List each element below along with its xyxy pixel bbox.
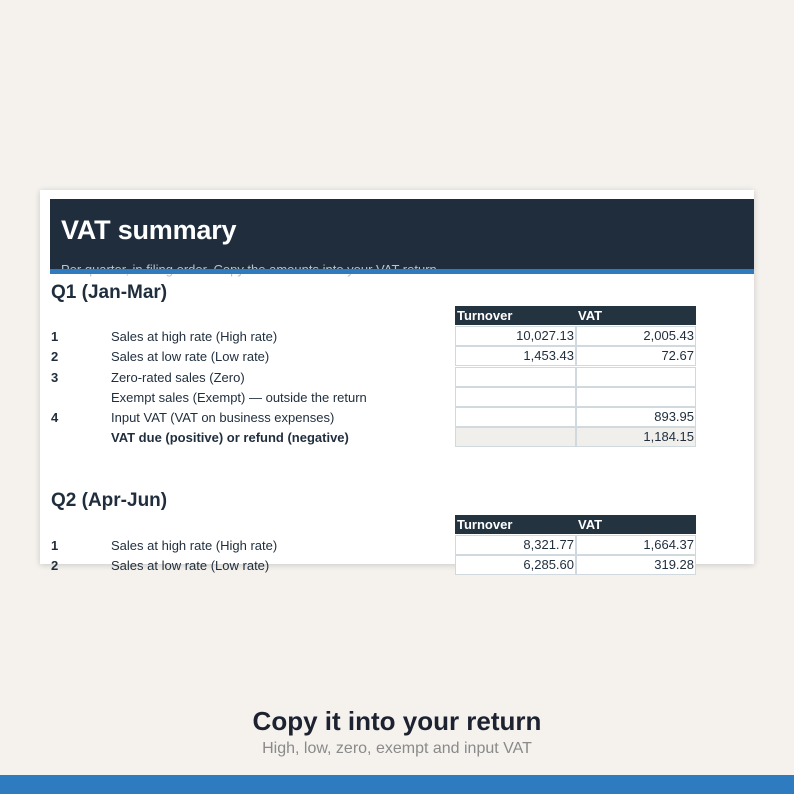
row-number: 2 (51, 558, 59, 573)
turnover-cell[interactable]: 10,027.13 (455, 326, 576, 346)
row-label: Sales at low rate (Low rate) (111, 558, 270, 573)
vat-cell[interactable]: 1,664.37 (576, 535, 696, 555)
row-label: Input VAT (VAT on business expenses) (111, 410, 335, 425)
column-header-vat: VAT (576, 306, 696, 325)
total-row-label: VAT due (positive) or refund (negative) (111, 430, 349, 445)
caption-title: Copy it into your return (252, 706, 542, 736)
row-label: Sales at high rate (High rate) (111, 329, 278, 344)
vat-cell[interactable]: 72.67 (576, 346, 696, 366)
turnover-cell[interactable]: 8,321.77 (455, 535, 576, 555)
turnover-cell[interactable] (455, 387, 576, 407)
row-label: Sales at low rate (Low rate) (111, 349, 270, 364)
column-header-turnover: Turnover (455, 306, 576, 325)
row-label: Sales at high rate (High rate) (111, 538, 278, 553)
vat-cell[interactable]: 319.28 (576, 555, 696, 575)
turnover-cell[interactable]: 6,285.60 (455, 555, 576, 575)
turnover-cell[interactable] (455, 367, 576, 387)
turnover-cell[interactable]: 1,453.43 (455, 346, 576, 366)
turnover-total-cell[interactable] (455, 427, 576, 447)
row-number: 1 (51, 538, 59, 553)
turnover-cell[interactable] (455, 407, 576, 427)
vat-total-cell[interactable]: 1,184.15 (576, 427, 696, 447)
banner-accent-stripe (50, 269, 754, 274)
vat-cell[interactable] (576, 387, 696, 407)
sheet-title: VAT summary (61, 215, 237, 245)
row-number: 1 (51, 329, 59, 344)
row-number: 2 (51, 349, 59, 364)
column-header-turnover: Turnover (455, 515, 576, 534)
row-label: Exempt sales (Exempt) — outside the return (111, 390, 367, 405)
quarter-title-q1: Q1 (Jan-Mar) (51, 282, 168, 303)
column-header-vat: VAT (576, 515, 696, 534)
sheet-banner (50, 199, 754, 269)
spreadsheet-preview (40, 190, 754, 573)
row-label: Zero-rated sales (Zero) (111, 370, 245, 385)
vat-cell[interactable]: 2,005.43 (576, 326, 696, 346)
caption-subtitle: High, low, zero, exempt and input VAT (262, 740, 532, 757)
row-number: 3 (51, 370, 59, 385)
row-number: 4 (51, 410, 59, 425)
quarter-title-q2: Q2 (Apr-Jun) (51, 490, 168, 511)
vat-cell[interactable]: 893.95 (576, 407, 696, 427)
bottom-accent-bar (0, 775, 794, 794)
vat-cell[interactable] (576, 367, 696, 387)
